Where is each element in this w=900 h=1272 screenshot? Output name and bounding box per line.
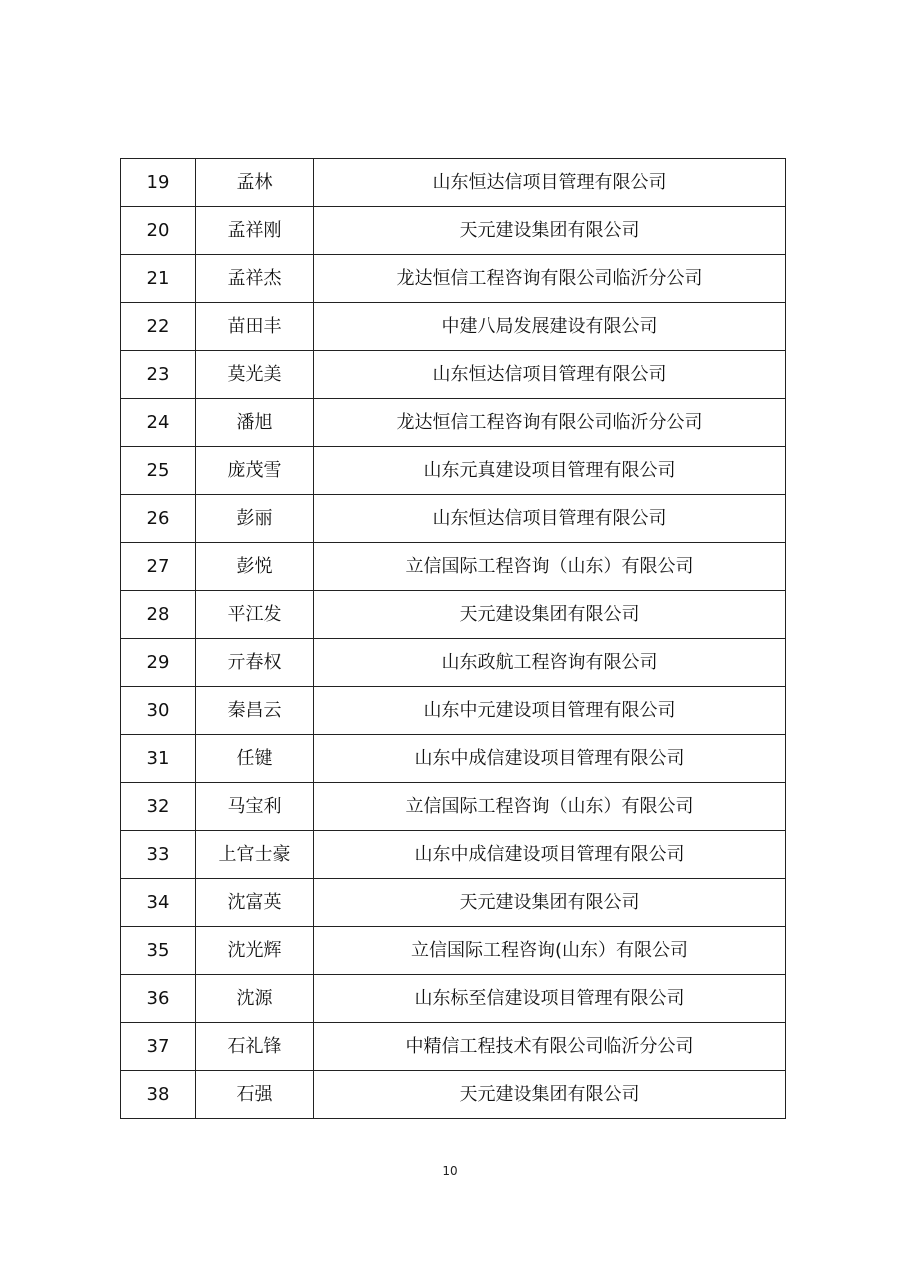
organization-cell: 天元建设集团有限公司 [314,207,786,255]
person-name-cell: 莫光美 [196,351,314,399]
table-row [121,735,786,783]
person-name-cell: 孟祥杰 [196,255,314,303]
page-number: 10 [442,1164,458,1178]
table-row [121,1071,786,1119]
table-row [121,207,786,255]
organization-cell: 龙达恒信工程咨询有限公司临沂分公司 [314,255,786,303]
row-index-cell: 23 [121,351,196,399]
organization-cell: 天元建设集团有限公司 [314,591,786,639]
table-row [121,399,786,447]
person-name-cell: 平江发 [196,591,314,639]
organization-cell: 天元建设集团有限公司 [314,1071,786,1119]
person-name-cell: 孟祥刚 [196,207,314,255]
person-name-cell: 孟林 [196,159,314,207]
table-row [121,543,786,591]
row-index-cell: 29 [121,639,196,687]
row-index-cell: 34 [121,879,196,927]
organization-cell: 山东中成信建设项目管理有限公司 [314,735,786,783]
row-index-cell: 31 [121,735,196,783]
organization-cell: 山东恒达信项目管理有限公司 [314,351,786,399]
person-name-cell: 秦昌云 [196,687,314,735]
person-name-cell: 沈源 [196,975,314,1023]
table-row [121,879,786,927]
person-name-cell: 上官士豪 [196,831,314,879]
person-name-cell: 彭丽 [196,495,314,543]
table-row [121,591,786,639]
table-row [121,1023,786,1071]
organization-cell: 山东政航工程咨询有限公司 [314,639,786,687]
row-index-cell: 25 [121,447,196,495]
row-index-cell: 26 [121,495,196,543]
table-row [121,639,786,687]
table-row [121,783,786,831]
person-name-cell: 庞茂雪 [196,447,314,495]
organization-cell: 立信国际工程咨询(山东）有限公司 [314,927,786,975]
row-index-cell: 32 [121,783,196,831]
person-name-cell: 亓春权 [196,639,314,687]
roster-table-body [121,159,786,1119]
row-index-cell: 36 [121,975,196,1023]
person-name-cell: 石礼锋 [196,1023,314,1071]
person-name-cell: 任键 [196,735,314,783]
person-name-cell: 石强 [196,1071,314,1119]
person-name-cell: 潘旭 [196,399,314,447]
row-index-cell: 33 [121,831,196,879]
organization-cell: 中精信工程技术有限公司临沂分公司 [314,1023,786,1071]
row-index-cell: 19 [121,159,196,207]
table-row [121,975,786,1023]
roster-table [120,158,786,1119]
row-index-cell: 21 [121,255,196,303]
organization-cell: 山东标至信建设项目管理有限公司 [314,975,786,1023]
row-index-cell: 28 [121,591,196,639]
table-row [121,447,786,495]
row-index-cell: 27 [121,543,196,591]
person-name-cell: 沈富英 [196,879,314,927]
organization-cell: 中建八局发展建设有限公司 [314,303,786,351]
organization-cell: 山东恒达信项目管理有限公司 [314,159,786,207]
row-index-cell: 35 [121,927,196,975]
table-row [121,495,786,543]
table-row [121,159,786,207]
person-name-cell: 彭悦 [196,543,314,591]
organization-cell: 立信国际工程咨询（山东）有限公司 [314,783,786,831]
person-name-cell: 马宝利 [196,783,314,831]
organization-cell: 山东中元建设项目管理有限公司 [314,687,786,735]
row-index-cell: 38 [121,1071,196,1119]
organization-cell: 山东中成信建设项目管理有限公司 [314,831,786,879]
table-row [121,831,786,879]
table-row [121,255,786,303]
organization-cell: 龙达恒信工程咨询有限公司临沂分公司 [314,399,786,447]
row-index-cell: 20 [121,207,196,255]
table-row [121,303,786,351]
person-name-cell: 苗田丰 [196,303,314,351]
person-name-cell: 沈光辉 [196,927,314,975]
organization-cell: 山东恒达信项目管理有限公司 [314,495,786,543]
row-index-cell: 37 [121,1023,196,1071]
table-row [121,351,786,399]
organization-cell: 山东元真建设项目管理有限公司 [314,447,786,495]
row-index-cell: 24 [121,399,196,447]
table-row [121,687,786,735]
table-row [121,927,786,975]
row-index-cell: 30 [121,687,196,735]
row-index-cell: 22 [121,303,196,351]
organization-cell: 立信国际工程咨询（山东）有限公司 [314,543,786,591]
organization-cell: 天元建设集团有限公司 [314,879,786,927]
